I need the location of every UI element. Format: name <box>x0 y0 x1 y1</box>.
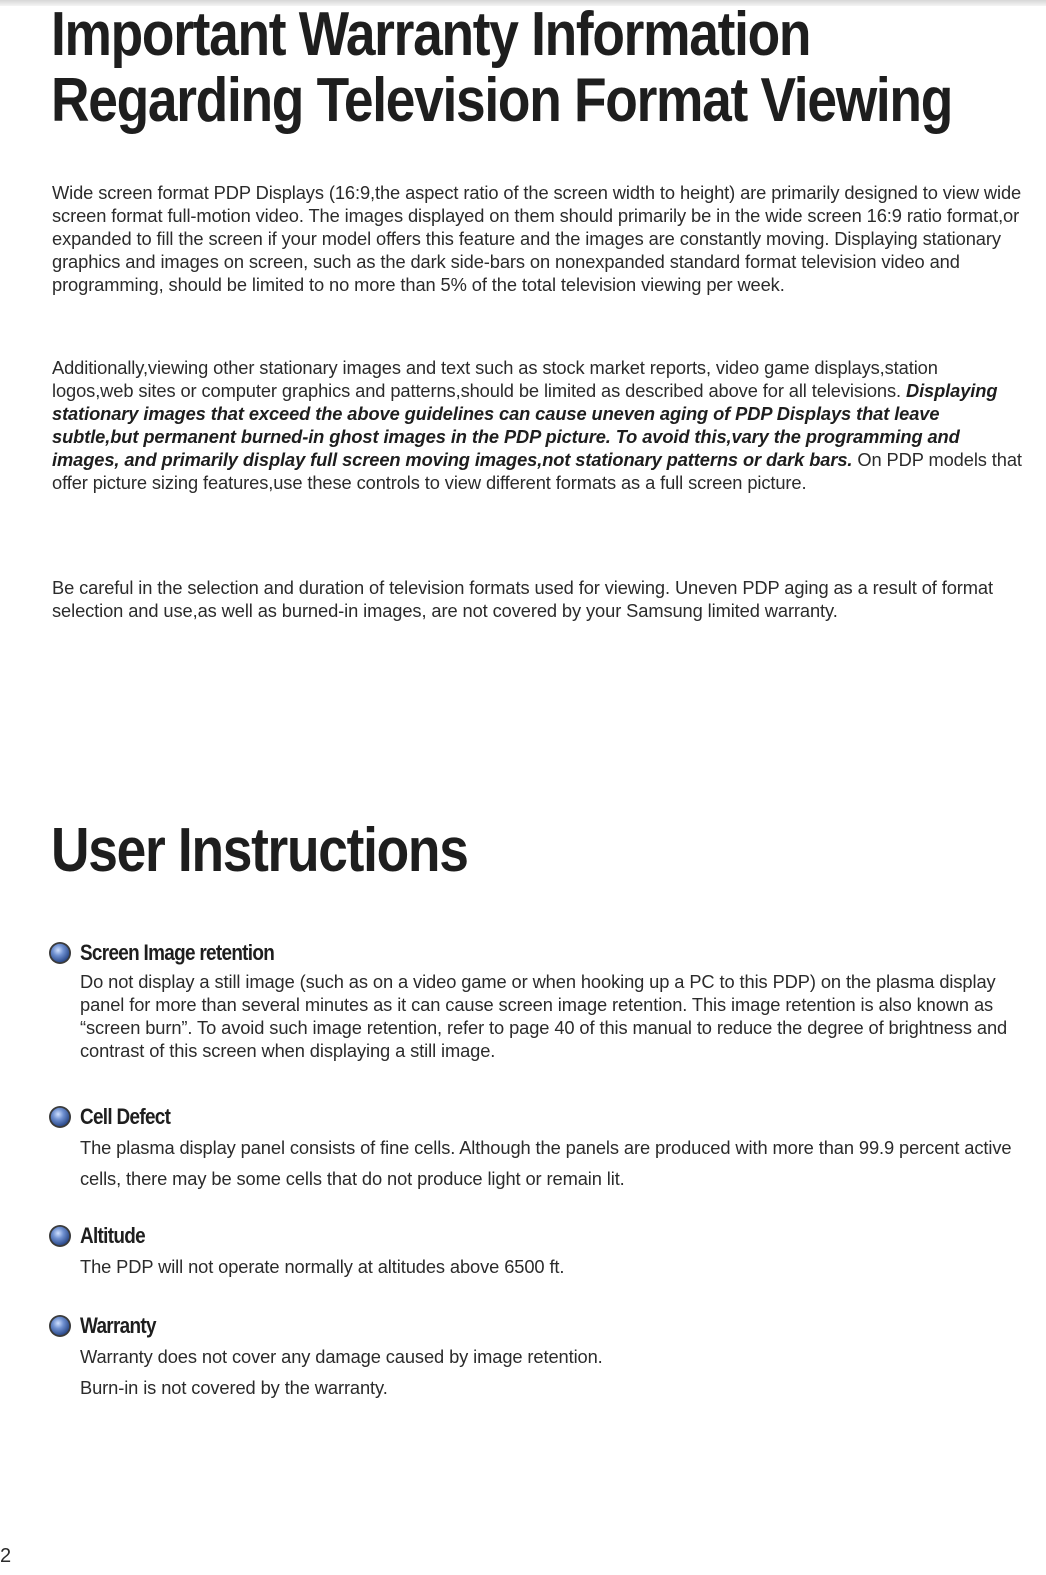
instruction-body <box>80 1341 1043 1403</box>
instruction-body <box>80 1251 1043 1282</box>
instruction-text: Warranty does not cover any damage caused by image retention. <box>80 1346 603 1367</box>
instruction-title: Screen Image retention <box>80 940 275 965</box>
instruction-item-warranty <box>48 1312 1043 1403</box>
warranty-paragraph-2 <box>52 356 1022 494</box>
warranty-title-line2: Regarding Television Format Viewing <box>51 66 952 135</box>
instruction-body <box>80 970 1043 1062</box>
user-instructions-title: User Instructions <box>51 816 468 885</box>
instruction-title: Cell Defect <box>80 1104 171 1129</box>
warranty-title-line1: Important Warranty Information <box>51 0 811 69</box>
instruction-text: The plasma display panel consists of fine cells. Although the panels are produced with more than 99.9 percent active cells, there may be some cells that do not produce light or remain lit. <box>80 1137 1012 1189</box>
warranty-paragraph-1: Wide screen format PDP Displays (16:9,the aspect ratio of the screen width to height) are primarily designed to view wide screen format full-motion video. The images displayed on them should primarily be in the wide screen 16:9 ratio format,or expanded to fill the screen if your model offers this feature and the images are constantly moving. Displaying stationary graphics and images on screen, such as the dark side-bars on nonexpanded standard format television video and programming, should be limited to no more than 5% of the total television viewing per week. <box>52 182 1022 295</box>
instruction-item-cell-defect <box>48 1103 1043 1194</box>
instruction-item-altitude <box>48 1222 1043 1282</box>
blue-sphere-bullet-icon <box>48 1314 72 1338</box>
blue-sphere-bullet-icon <box>48 1105 72 1129</box>
warranty-paragraph-3: Be careful in the selection and duration of television formats used for viewing. Uneven PDP aging as a result of format selection and use,as well as burned-in images, are not covered by your Samsung limited warranty. <box>52 577 993 621</box>
warranty-title <box>51 2 952 134</box>
warranty-paragraph-2-start: Additionally,viewing other stationary images and text such as stock market reports, video game displays,station logos,web sites or computer graphics and patterns,should be limited as described above for all televisions. <box>52 357 938 401</box>
instruction-item-screen-image-retention <box>48 939 1043 1062</box>
warranty-paragraph-2-end: On PDP models that offer picture sizing features,use these controls to view different formats as a full screen picture. <box>52 449 1022 493</box>
blue-sphere-bullet-icon <box>48 941 72 965</box>
instruction-title: Warranty <box>80 1313 156 1338</box>
instruction-text: Do not display a still image (such as on a video game or when hooking up a PC to this PDP) on the plasma display panel for more than several minutes as it can cause screen image retention. This image retention is also known as “screen burn”. To avoid such image retention, refer to page 40 of this manual to reduce the degree of brightness and contrast of this screen when displaying a still image. <box>80 971 1008 1061</box>
page-number: 2 <box>0 1545 12 1567</box>
instruction-body <box>80 1132 1043 1194</box>
instruction-title: Altitude <box>80 1223 145 1248</box>
instruction-text: Burn-in is not covered by the warranty. <box>80 1377 388 1398</box>
instruction-text: The PDP will not operate normally at altitudes above 6500 ft. <box>80 1256 565 1277</box>
warranty-paragraph-2-emphasis: Displaying stationary images that exceed the above guidelines can cause uneven aging of PDP Displays that leave subtle,but permanent burned-in ghost images in the PDP picture. To avoid this,vary the programming and images, and primarily display full screen moving images,not stationary patterns or dark bars. <box>52 380 998 470</box>
blue-sphere-bullet-icon <box>48 1224 72 1248</box>
